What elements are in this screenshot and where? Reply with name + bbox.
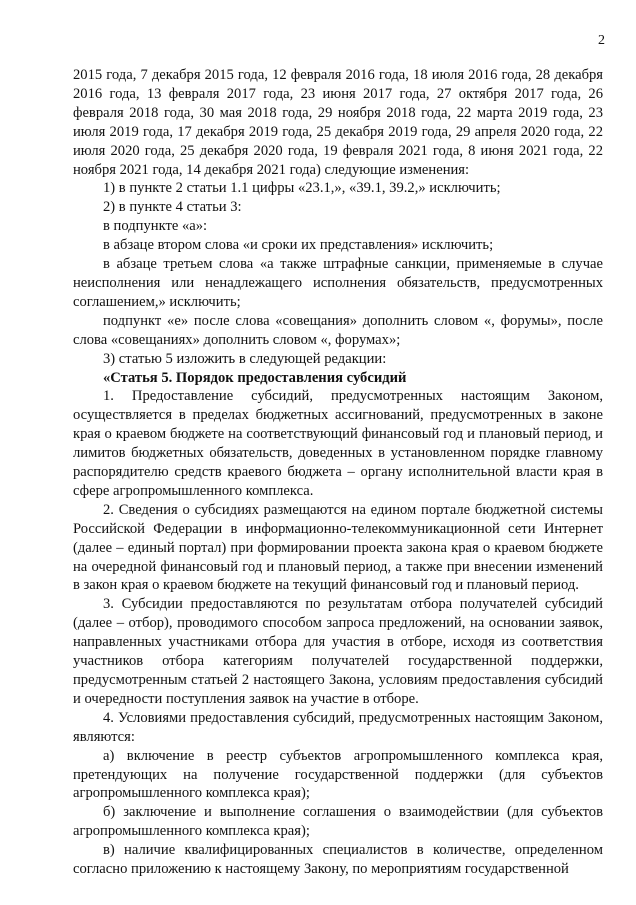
article-subclause-a: а) включение в реестр субъектов агропромышленного комплекса края, претендующих на получение государственной поддержки (для субъектов агропромышленного комплекса края); — [73, 747, 603, 802]
paragraph-continuation: 2015 года, 7 декабря 2015 года, 12 февраля 2016 года, 18 июля 2016 года, 28 декабря 2016 года, 13 февраля 2017 года, 23 июня 2017 года, 27 октября 2017 года, 26 февраля 2018 года, 30 мая 2018 года, 29 ноября 2018 года, 22 марта 2019 года, 23 июля 2019 года, 17 декабря 2019 года, 25 декабря 2019 года, 29 апреля 2020 года, 22 июля 2020 года, 25 декабря 2020 года, 19 февраля 2021 года, 8 июня 2021 года, 22 ноября 2021 года, 14 декабря 2021 года) следующие изменения: — [73, 67, 603, 178]
paragraph-item-3: 3) статью 5 изложить в следующей редакции: — [103, 350, 387, 367]
paragraph-abzac-2: в абзаце втором слова «и сроки их представления» исключить; — [103, 237, 494, 254]
article-clause-4: 4. Условиями предоставления субсидий, предусмотренных настоящим Законом, являются: — [73, 709, 603, 745]
article-subclause-v: в) наличие квалифицированных специалистов в количестве, определенном согласно приложению к настоящему Закону, по мероприятиям государственной — [73, 842, 603, 878]
article-clause-1: 1. Предоставление субсидий, предусмотренных настоящим Законом, осуществляется в пределах бюджетных ассигнований, предусмотренных в законе края о краевом бюджете на соответствующий финансовый год и плановый период, и лимитов бюджетных обязательств, доведенных в установленном порядке главному распорядителю средств краевого бюджета – органу исполнительной власти края в сфере агропромышленного комплекса. — [73, 388, 603, 499]
paragraph-subitem-e: подпункт «е» после слова «совещания» дополнить словом «, форумы», после слова «совещаниях» дополнить словом «, форумах»; — [73, 312, 603, 348]
article-clause-3: 3. Субсидии предоставляются по результатам отбора получателей субсидий (далее – отбор), проводимого способом запроса предложений, на основании заявок, направленных участниками отбора для участия в отборе, исходя из соответствия участников отбора категориям получателей государственной поддержки, предусмотренным статьей 2 настоящего Закона, условиям предоставления субсидий и очередности поступления заявок на участие в отборе. — [73, 596, 603, 707]
article-heading: «Статья 5. Порядок предоставления субсидий — [103, 369, 407, 386]
paragraph-item-2: 2) в пункте 4 статьи 3: — [103, 199, 242, 216]
document-body — [73, 66, 603, 879]
paragraph-abzac-3: в абзаце третьем слова «а также штрафные санкции, применяемые в случае неисполнения или ненадлежащего исполнения обязательств, предусмотренных соглашением,» исключить; — [73, 256, 603, 310]
paragraph-subitem-a: в подпункте «а»: — [103, 218, 208, 235]
paragraph-item-1: 1) в пункте 2 статьи 1.1 цифры «23.1,», «39.1, 39.2,» исключить; — [103, 180, 501, 197]
article-subclause-b: б) заключение и выполнение соглашения о взаимодействии (для субъектов агропромышленного комплекса края); — [73, 804, 603, 840]
page-number: 2 — [598, 33, 605, 48]
article-clause-2: 2. Сведения о субсидиях размещаются на едином портале бюджетной системы Российской Федерации в информационно-телекоммуникационной сети Интернет (далее – единый портал) при формировании проекта закона края о краевом бюджете на очередной финансовый год и плановый период, а также при внесении изменений в закон края о краевом бюджете на текущий финансовый год и плановый период. — [73, 501, 603, 594]
